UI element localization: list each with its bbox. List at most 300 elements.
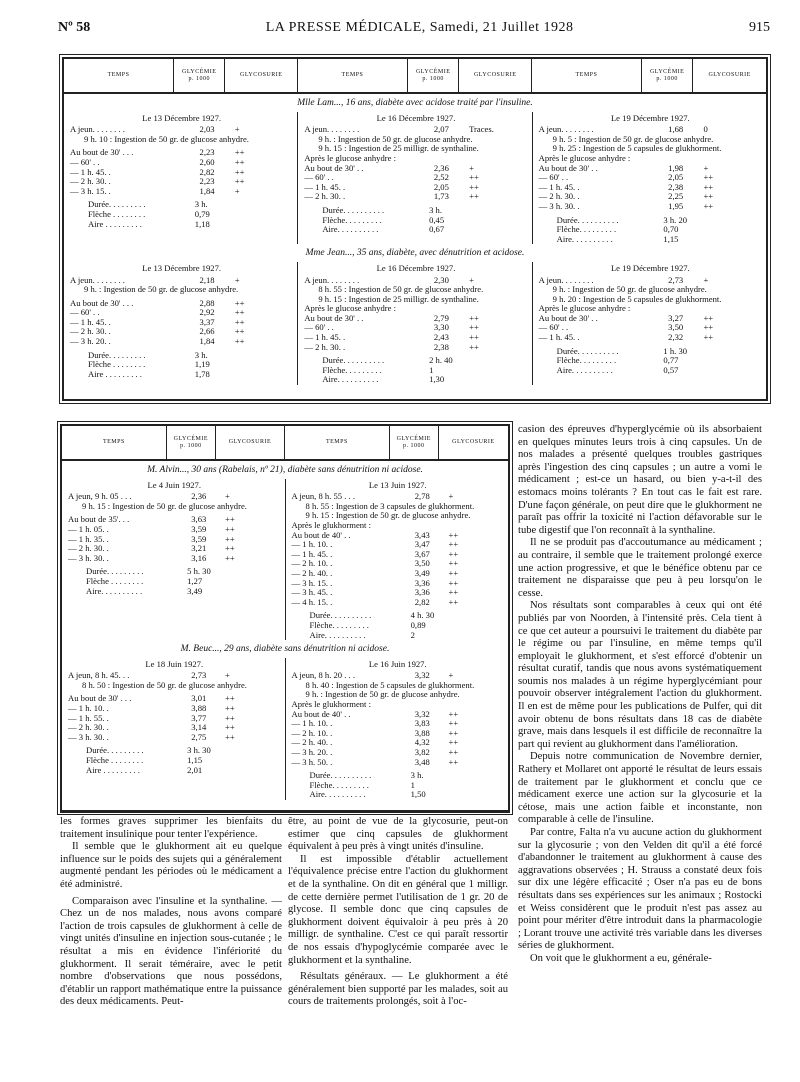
glycosuria-value: + xyxy=(225,491,230,502)
results-paragraph xyxy=(288,971,508,1009)
glycosuria-value: ++ xyxy=(225,731,235,742)
paragraph: Il est impossible d'établir actuellement l'équivalence précise entre l'action du glukhorment et de la synthaline. On dit en général que 1 milligr. de cette dernière permet l'utilisation de 1 gr. 20 de glycose. Il semble donc que cinq capsules de glukhorment doivent équivaloir à peu près à 20 milligr. de synthaline. C'est ce qui paraît ressortir de nos essais d'hypoglycémie comparée avec le glukhorment et la synthaline. xyxy=(288,853,508,966)
glycosuria-value: + xyxy=(448,670,454,681)
header-glycosurie xyxy=(225,59,298,92)
time-label: — 1 h. 55. . xyxy=(68,712,109,723)
glycosuria-value: ++ xyxy=(225,693,235,704)
glycemia-value: 2,52 xyxy=(433,172,449,183)
glycosuria-value: ++ xyxy=(703,191,714,202)
stat-label: Durée. . . . . . . . . xyxy=(88,199,146,210)
header-label: p. 1000 xyxy=(180,442,202,449)
header-label: TEMPS xyxy=(325,439,348,445)
stat-value: 2,01 xyxy=(187,764,203,775)
after-label: Après le glucose anhydre : xyxy=(304,152,396,163)
glycosuria-value: ++ xyxy=(703,332,714,343)
stat-value: 2 h. 40 xyxy=(429,355,453,366)
glycosuria-value: ++ xyxy=(234,176,245,187)
time-label: — 2 h. 30. . xyxy=(304,191,346,202)
stat-value: 0,89 xyxy=(410,619,426,630)
glycemia-table-1 xyxy=(62,57,768,401)
time-label: — 2 h. 10. . xyxy=(291,558,333,569)
stat-label: Durée. . . . . . . . . xyxy=(88,349,146,360)
glycosuria-value: ++ xyxy=(448,727,459,738)
time-label: — 2 h. 30. . xyxy=(68,543,109,554)
test-date: Le 4 Juin 1927. xyxy=(147,479,201,490)
ingestion-note: 9 h. : Ingestion de 50 gr. de glucose anhydre. xyxy=(84,284,239,295)
glycosuria-value: ++ xyxy=(225,543,235,554)
stat-row xyxy=(292,631,505,641)
header-glycosurie xyxy=(439,426,508,459)
stat-label: Durée. . . . . . . . . . xyxy=(322,355,385,366)
time-label: — 3 h. 30. . xyxy=(68,552,109,563)
glycemia-value: 3,88 xyxy=(414,727,430,738)
time-label: — 2 h. 40. . xyxy=(291,737,333,748)
glycosuria-value: ++ xyxy=(703,172,714,183)
table-header xyxy=(62,426,508,461)
time-label: — 1 h. 45. . xyxy=(70,316,111,327)
ingestion-note: 8 h. 50 : Ingestion de 50 gr. de glucose anhydre. xyxy=(82,679,247,690)
time-label: — 3 h. 50. . xyxy=(291,756,333,767)
ingestion-note: 9 h. 15 : Ingestion de 25 milligr. de synthaline. xyxy=(318,143,479,154)
glycemia-value: 2,36 xyxy=(191,491,207,502)
glycemia-value: 2,05 xyxy=(433,181,449,192)
time-label: — 60' . . xyxy=(304,322,334,333)
ingestion-note: 9 h. 10 : Ingestion de 50 gr. de glucose anhydre. xyxy=(84,133,249,144)
measure-row xyxy=(292,758,505,768)
after-label: Après le glucose anhydre : xyxy=(538,303,631,314)
stat-label: Flèche. . . . . . . . . xyxy=(322,214,382,225)
paragraph: Nos résultats sont comparables à ceux qui ont été publiés par von Noorden, à l'intensité près. Cela tient à ce que cet auteur a poursuivi le traitement du diabète par le régime ou par l'insuline, en même temps qu'il employait le glukhorment, et s'est efforcé d'obtenir un résultat curatif, tandis que nous avons systématiquement soumis nos malades à un régime hyperglycémiant pour pouvoir observer intégralement l'action du glukhorment. Il en est de même pour les publications de Pulfer, qui dit avoir obtenu de bons résultats dans 18 cas de diabète grave, mais dans lesquels il est difficile de reconnaître la part qui revient au glukhorment dans l'amélioration. xyxy=(518,600,762,750)
stat-value: 4 h. 30 xyxy=(410,610,435,621)
glycosuria-value: ++ xyxy=(448,548,459,559)
header-label: TEMPS xyxy=(107,72,130,78)
measure-row xyxy=(539,164,762,174)
measure-row xyxy=(304,192,527,202)
paragraph: Il semble que le glukhorment ait eu quelque influence sur le poids des sujets qui a généralement augmenté pendant les périodes où le médicament a été administré. xyxy=(60,841,282,890)
glycemia-value: 2,23 xyxy=(199,176,215,187)
paragraph: Par contre, Falta n'a vu aucune action du glukhorment sur la glycosurie ; von den Velden dit qu'il a été forcé d'abandonner le traitement au glukhorment à cause des aggravations observées ; H. Strauss a constaté deux fois sur dix une légère efficacité ; Oser n'a pas eu de bons résultats dans ses expériences sur les animaux ; Rostocki et Weiss considèrent que le produit n'est pas assez au point pour mériter d'être introduit dans la pharmacologie ; Lorant trouve une activité très variable dans les diverses séries de glukhorment. xyxy=(518,827,762,952)
stat-value: 1,78 xyxy=(194,368,210,379)
glycosuria-value: ++ xyxy=(448,756,459,767)
time-label: A jeun. . . . . . . . xyxy=(538,274,594,285)
stat-value: 1,50 xyxy=(410,789,426,800)
glycemia-value: 2,92 xyxy=(199,307,215,318)
stat-row xyxy=(70,370,293,380)
stat-label: Aire. . . . . . . . . . xyxy=(556,364,613,375)
patient-columns xyxy=(64,112,766,245)
paragraph: casion des épreuves d'hyperglycémie où ils absorbaient en quelques minutes leurs trois à cinq capsules. Un de nos malades a présenté quelques troubles gastriques après l'ingestion des cinq capsules ; un autre a vomi le médicament ; est-ce un hasard, ou bien y-a-t-il des estomacs moins tolérants ? En tout cas le fait est rare. D'une façon générale, on peut dire que le glukhorment ne paraît pas offrir la toxicité ni l'action défavorable sur le tube digestif que l'on reconnaît à la synthaline. xyxy=(518,424,762,536)
stat-row xyxy=(70,220,293,230)
table-bottom-rule xyxy=(60,812,510,813)
glycemia-table-2 xyxy=(60,424,510,812)
glycosuria-value: ++ xyxy=(448,596,459,607)
glycosuria-value: ++ xyxy=(448,577,459,588)
glycemia-value: 2,82 xyxy=(199,166,215,177)
stat-value: 3 h. xyxy=(194,199,208,210)
glycemia-value: 3,32 xyxy=(414,708,430,719)
stat-label: Flèche . . . . . . . . xyxy=(86,575,144,586)
stat-value: 3 h. xyxy=(429,204,442,215)
results-body: — Le glukhorment a été généralement bien supporté par les malades, soit au cours de traitements prolongés, soit à l'oc- xyxy=(288,971,508,1008)
glycemia-value: 2,32 xyxy=(668,332,684,343)
glycosuria-value: + xyxy=(234,185,240,196)
comparison-heading: Comparaison avec l'insuline et la synthaline. xyxy=(72,895,268,907)
measure-row xyxy=(539,333,762,343)
test-date: Le 13 Décembre 1927. xyxy=(142,112,222,123)
patient-columns xyxy=(62,479,508,641)
stat-label: Durée. . . . . . . . . . xyxy=(309,770,372,781)
stat-label: Durée. . . . . . . . . xyxy=(86,745,144,756)
stat-value: 0,67 xyxy=(429,224,445,235)
glycemia-value: 3,49 xyxy=(414,567,430,578)
glycemia-value: 3,50 xyxy=(668,322,684,333)
glycosuria-value: ++ xyxy=(469,172,479,183)
after-label: Après le glucose anhydre : xyxy=(538,152,631,163)
glycosuria-value: ++ xyxy=(703,181,714,192)
test-column xyxy=(533,112,766,245)
header-label: p. 1000 xyxy=(656,75,678,82)
glycemia-value: 3,30 xyxy=(433,322,449,333)
test-column xyxy=(64,112,298,245)
glycemia-value: 3,83 xyxy=(414,718,430,729)
time-label: — 1 h. 45. . xyxy=(304,332,346,343)
text-column-right xyxy=(518,424,762,966)
stat-label: Flèche. . . . . . . . . xyxy=(322,364,382,375)
stat-row xyxy=(304,225,527,235)
time-label: — 3 h. 20. . xyxy=(291,747,333,758)
header-label: p. 1000 xyxy=(403,442,425,449)
glycosuria-value: ++ xyxy=(448,718,459,729)
ingestion-note: 9 h. : Ingestion de 50 gr. de glucose anhydre. xyxy=(318,133,473,144)
glycemia-value: 3,14 xyxy=(191,722,207,733)
time-label: — 1 h. 10. . xyxy=(68,703,109,714)
glycemia-value: 3,82 xyxy=(414,747,430,758)
glycemia-value: 3,37 xyxy=(199,316,215,327)
ingestion-note: 9 h. 15 : Ingestion de 50 gr. de glucose anhydre. xyxy=(305,510,471,521)
paragraph: Il ne se produit pas d'accoutumance au médicament ; au contraire, il semble que le traitement prolongé exerce une action progressive, et que le bénéfice obtenu par ce traitement ne disparaisse que peu à peu lorsqu'on le cesse. xyxy=(518,537,762,599)
test-date: Le 13 Juin 1927. xyxy=(368,479,427,490)
glycosuria-value: ++ xyxy=(448,567,459,578)
patient-columns xyxy=(64,262,766,385)
glycosuria-value: ++ xyxy=(225,703,235,714)
glycemia-value: 3,27 xyxy=(668,312,684,323)
paragraph: On voit que le glukhorment a eu, générale- xyxy=(530,952,712,964)
time-label: — 1 h. 10. . xyxy=(291,718,333,729)
header-label: TEMPS xyxy=(575,72,598,78)
time-label: — 3 h. 20. . xyxy=(70,336,111,347)
measure-row xyxy=(292,598,505,608)
test-column xyxy=(64,262,298,385)
measure-row xyxy=(539,202,762,212)
page-header xyxy=(58,20,770,40)
stat-value: 3 h. xyxy=(194,349,208,360)
glycosuria-value: + xyxy=(225,670,230,681)
header-label: GLYCOSURIE xyxy=(473,72,517,78)
glycosuria-value: ++ xyxy=(448,747,459,758)
stat-value: 1,15 xyxy=(663,233,679,244)
time-label: — 2 h. 40. . xyxy=(291,567,333,578)
stat-value: 0,57 xyxy=(663,364,679,375)
time-label: — 1 h. 45. . xyxy=(538,332,580,343)
glycemia-value: 2,05 xyxy=(668,172,684,183)
stat-value: 5 h. 30 xyxy=(187,566,211,577)
glycosuria-value: ++ xyxy=(448,708,459,719)
stat-label: Aire. . . . . . . . . . xyxy=(556,233,613,244)
time-label: Au bout de 30' . . . xyxy=(70,297,134,308)
stat-value: 1,18 xyxy=(194,218,210,229)
header-glycemie xyxy=(408,59,459,92)
test-date: Le 16 Juin 1927. xyxy=(368,658,427,669)
glycosuria-value: + xyxy=(234,124,240,135)
header-temps xyxy=(64,59,174,92)
measure-row xyxy=(70,337,293,347)
measure-row xyxy=(70,187,293,197)
header-label: TEMPS xyxy=(102,439,125,445)
test-date: Le 16 Décembre 1927. xyxy=(376,112,456,123)
measure-row xyxy=(304,164,527,174)
time-label: — 2 h. 30. . xyxy=(304,341,346,352)
stat-label: Flèche . . . . . . . . xyxy=(86,755,144,766)
stat-value: 3,49 xyxy=(187,585,203,596)
glycosuria-value: ++ xyxy=(469,312,479,323)
stat-value: 2 xyxy=(410,629,415,640)
time-label: A jeun, 9 h. 05 . . . xyxy=(68,491,132,502)
glycosuria-value: ++ xyxy=(469,332,479,343)
glycemia-value: 2,73 xyxy=(668,274,684,285)
stat-value: 3 h. xyxy=(410,770,424,781)
glycemia-value: 2,38 xyxy=(433,341,449,352)
test-date: Le 13 Décembre 1927. xyxy=(142,262,222,273)
glycemia-value: 3,59 xyxy=(191,533,207,544)
glycosuria-value: ++ xyxy=(234,297,245,308)
time-label: Au bout de 30' . . . xyxy=(68,693,132,704)
time-label: Au bout de 30' . . xyxy=(538,162,598,173)
glycemia-value: 2,30 xyxy=(433,274,449,285)
time-label: — 60' . . xyxy=(70,156,100,167)
time-label: — 2 h. 30. . xyxy=(70,326,111,337)
glycosuria-value: ++ xyxy=(448,558,459,569)
glycemia-value: 2,03 xyxy=(199,124,215,135)
glycemia-value: 3,59 xyxy=(191,523,207,534)
time-label: Au bout de 35'. . . xyxy=(68,514,130,525)
header-glycemie xyxy=(174,59,225,92)
time-label: — 3 h. 30. . xyxy=(538,200,580,211)
time-label: Au bout de 30' . . xyxy=(304,162,364,173)
glycemia-value: 2,88 xyxy=(199,297,215,308)
glycosuria-value: + xyxy=(703,274,709,285)
header-label: GLYCÉMIE xyxy=(415,68,451,75)
time-label: — 1 h. 45. . xyxy=(304,181,346,192)
measure-row xyxy=(304,343,527,353)
glycosuria-value: ++ xyxy=(703,312,714,323)
glycemia-value: 3,50 xyxy=(414,558,430,569)
time-label: — 2 h. 30. . xyxy=(70,176,111,187)
glycemia-value: 2,43 xyxy=(433,332,449,343)
time-label: A jeun. . . . . . . . xyxy=(538,124,594,135)
stat-row xyxy=(304,375,527,385)
measure-row xyxy=(68,554,281,564)
glycosuria-value: ++ xyxy=(225,552,235,563)
glycosuria-value: ++ xyxy=(448,737,459,748)
glycosuria-value: Traces. xyxy=(469,124,494,135)
header-label: GLYCOSURIE xyxy=(452,439,495,445)
test-column xyxy=(62,479,286,641)
table-header xyxy=(64,59,766,94)
stat-label: Aire . . . . . . . . . xyxy=(86,764,140,775)
stat-label: Aire. . . . . . . . . . xyxy=(309,629,366,640)
glycosuria-value: ++ xyxy=(469,341,479,352)
stat-value: 1,15 xyxy=(187,755,203,766)
glycemia-value: 3,88 xyxy=(191,703,207,714)
time-label: A jeun. . . . . . . . xyxy=(304,274,360,285)
header-label: GLYCOSURIE xyxy=(228,439,272,445)
time-label: — 60' . . xyxy=(70,307,100,318)
header-glycemie xyxy=(390,426,439,459)
glycosuria-value: ++ xyxy=(703,200,714,211)
glycemia-value: 2,79 xyxy=(433,312,449,323)
after-label: Après le glukhorment : xyxy=(291,699,371,710)
stat-label: Durée. . . . . . . . . . xyxy=(322,204,385,215)
glycosuria-value: ++ xyxy=(225,533,235,544)
header-label: GLYCÉMIE xyxy=(173,435,209,442)
glycosuria-value: ++ xyxy=(448,539,459,550)
test-column xyxy=(62,658,286,800)
glycemia-value: 3,43 xyxy=(414,529,430,540)
glycosuria-value: ++ xyxy=(448,587,459,598)
glycosuria-value: ++ xyxy=(469,181,479,192)
header-label: p. 1000 xyxy=(188,75,210,82)
comparison-body: — Chez un de nos malades, nous avons comparé l'action de trois capsules de glukhorment à celle de vingt unités d'insuline en injection sous-cutanée ; le résultat a mis en évidence l'infériorité du glukhorment. Il serait téméraire, avec le petit nombre d'observations que nous possédons, d'établir un rapport mathématique entre la puissance des deux médicaments. Peut- xyxy=(60,895,282,1008)
glycemia-value: 3,01 xyxy=(191,693,207,704)
glycosuria-value: ++ xyxy=(234,336,245,347)
glycosuria-value: ++ xyxy=(234,307,245,318)
stat-label: Durée. . . . . . . . . . xyxy=(556,345,619,356)
measure-row xyxy=(539,314,762,324)
ingestion-note: 8 h. 55 : Ingestion de 50 gr. de glucose anhydre. xyxy=(318,284,484,295)
glycemia-value: 2,66 xyxy=(199,326,215,337)
time-label: Au bout de 30' . . xyxy=(304,312,364,323)
glycosuria-value: + xyxy=(448,491,454,502)
measure-row xyxy=(68,733,281,743)
page-number: 915 xyxy=(749,20,770,35)
glycemia-value: 1,68 xyxy=(668,124,684,135)
glycosuria-value: ++ xyxy=(448,529,459,540)
issue-number: Nº 58 xyxy=(58,20,91,35)
time-label: Au bout de 40' . . xyxy=(291,529,351,540)
header-glycosurie xyxy=(693,59,766,92)
stat-label: Aire . . . . . . . . . xyxy=(88,368,142,379)
stat-label: Aire. . . . . . . . . . xyxy=(322,374,379,385)
header-glycosurie xyxy=(459,59,532,92)
glycemia-value: 3,47 xyxy=(414,539,430,550)
stat-row xyxy=(539,366,762,376)
ingestion-note: 9 h. 15 : Ingestion de 25 milligr. de synthaline. xyxy=(318,293,479,304)
time-label: — 3 h. 45. . xyxy=(291,587,333,598)
time-label: A jeun, 8 h. 55 . . . xyxy=(291,491,355,502)
header-label: GLYCOSURIE xyxy=(708,72,751,78)
stat-value: 0,77 xyxy=(663,355,679,366)
stat-row xyxy=(68,766,281,776)
patient-columns xyxy=(62,658,508,800)
time-label: — 1 h. 05. . xyxy=(68,523,109,534)
stat-value: 0,79 xyxy=(194,208,210,219)
glycosuria-value: ++ xyxy=(234,326,245,337)
patient-title: M. Beuc..., 29 ans, diabète sans dénutrition ni acidose. xyxy=(180,644,390,655)
stat-value: 1,19 xyxy=(194,359,210,370)
glycemia-value: 1,84 xyxy=(199,185,215,196)
time-label: — 1 h. 35. . xyxy=(68,533,109,544)
time-label: A jeun, 8 h. 20 . . . xyxy=(291,670,355,681)
glycosuria-value: ++ xyxy=(225,712,235,723)
ingestion-note: 9 h. 20 : Ingestion de 5 capsules de glukhorment. xyxy=(552,293,722,304)
glycemia-value: 3,21 xyxy=(191,543,207,554)
header-glycosurie xyxy=(216,426,285,459)
header-temps xyxy=(532,59,642,92)
stat-label: Flèche. . . . . . . . . xyxy=(309,619,369,630)
time-label: A jeun, 8 h. 45. . . xyxy=(68,670,130,681)
glycosuria-value: ++ xyxy=(234,156,245,167)
header-label: TEMPS xyxy=(341,72,364,78)
test-date: Le 16 Décembre 1927. xyxy=(376,262,456,273)
stat-value: 1 xyxy=(429,364,434,375)
time-label: — 1 h. 10. . xyxy=(291,539,333,550)
patient-title: Mme Jean..., 35 ans, diabète, avec dénutrition et acidose. xyxy=(305,248,525,259)
header-label: GLYCÉMIE xyxy=(649,68,685,75)
header-label: p. 1000 xyxy=(422,75,444,82)
glycemia-value: 3,36 xyxy=(414,577,430,588)
header-temps xyxy=(62,426,167,459)
ingestion-note: 8 h. 55 : Ingestion de 3 capsules de glukhorment. xyxy=(305,500,475,511)
glycosuria-value: + xyxy=(469,162,474,173)
stat-label: Aire. . . . . . . . . . xyxy=(86,585,143,596)
test-column xyxy=(533,262,766,385)
stat-label: Flèche. . . . . . . . . xyxy=(309,779,369,790)
glycemia-value: 2,60 xyxy=(199,156,215,167)
glycemia-value: 2,18 xyxy=(199,274,215,285)
stat-row xyxy=(539,235,762,245)
stat-label: Flèche. . . . . . . . . xyxy=(556,224,617,235)
after-label: Après le glucose anhydre : xyxy=(304,303,396,314)
header-label: GLYCÉMIE xyxy=(182,68,217,75)
stat-label: Aire. . . . . . . . . . xyxy=(322,224,379,235)
ingestion-note: 9 h. 25 : Ingestion de 5 capsules de glukhorment. xyxy=(552,143,722,154)
glycosuria-value: ++ xyxy=(225,514,235,525)
glycosuria-value: ++ xyxy=(225,523,235,534)
test-column xyxy=(298,262,532,385)
glycosuria-value: + xyxy=(234,274,240,285)
stat-value: 1 h. 30 xyxy=(663,345,688,356)
glycemia-value: 3,32 xyxy=(414,670,430,681)
results-heading: Résultats généraux. xyxy=(300,971,387,983)
glycosuria-value: ++ xyxy=(469,322,479,333)
glycosuria-value: ++ xyxy=(703,322,714,333)
comparison-paragraph xyxy=(60,896,282,1009)
ingestion-note: 8 h. 40 : Ingestion de 5 capsules de glukhorment. xyxy=(305,679,475,690)
test-column xyxy=(286,479,509,641)
time-label: A jeun. . . . . . . . xyxy=(304,124,360,135)
time-label: — 1 h. 45. . xyxy=(291,548,333,559)
glycosuria-value: 0 xyxy=(703,124,708,135)
glycemia-value: 2,23 xyxy=(199,147,215,158)
stat-row xyxy=(292,790,505,800)
text-column-a xyxy=(60,816,282,1009)
text-column-b xyxy=(288,816,508,1009)
glycemia-value: 2,78 xyxy=(414,491,430,502)
glycemia-value: 4,32 xyxy=(414,737,430,748)
stat-label: Aire . . . . . . . . . xyxy=(88,218,142,229)
glycosuria-value: ++ xyxy=(234,316,245,327)
test-column xyxy=(298,112,532,245)
